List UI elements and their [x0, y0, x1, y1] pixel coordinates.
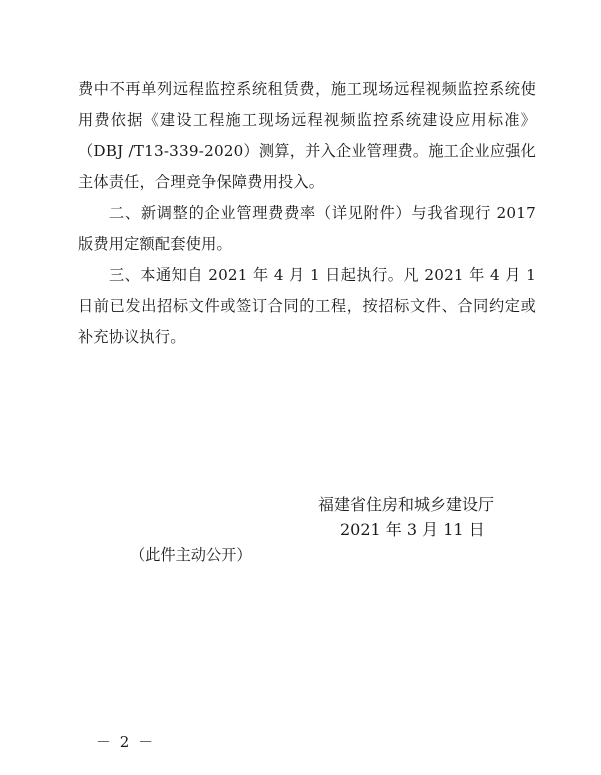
signature-organization: 福建省住房和城乡建设厅 — [318, 495, 495, 514]
signature-date: 2021 年 3 月 11 日 — [340, 520, 485, 539]
public-disclosure-note: （此件主动公开） — [130, 546, 252, 564]
paragraph-continuation: 费中不再单列远程监控系统租赁费，施工现场远程视频监控系统使用费依据《建设工程施工现场远程视频监控系统建设应用标准》（DBJ /T13-339-2020）测算，并入企业管理费。施工企业应强化主体责任，合理竞争保障费用投入。 — [78, 80, 536, 191]
paragraph-item-three: 三、本通知自 2021 年 4 月 1 日起执行。凡 2021 年 4 月 1 日前已发出招标文件或签订合同的工程，按招标文件、合同约定或补充协议执行。 — [78, 266, 536, 346]
document-body — [78, 74, 536, 353]
paragraph-item-two: 二、新调整的企业管理费费率（详见附件）与我省现行 2017 版费用定额配套使用。 — [78, 204, 536, 253]
page-number: － 2 － — [96, 733, 156, 751]
